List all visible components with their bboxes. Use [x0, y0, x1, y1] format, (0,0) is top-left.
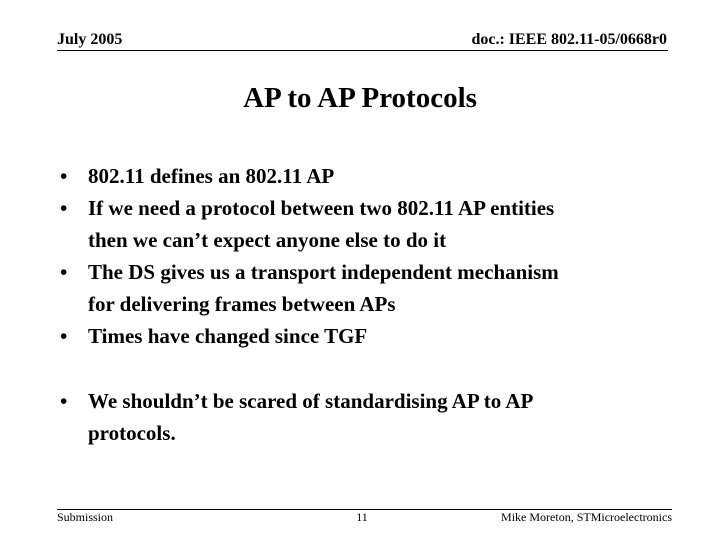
- bullet-line: If we need a protocol between two 802.11 AP entities: [88, 196, 555, 220]
- footer-submission: Submission: [57, 510, 114, 524]
- bullet-item: [60, 256, 680, 320]
- bullet-line: We shouldn’t be scared of standardising AP to AP: [88, 389, 534, 413]
- bullet-icon: •: [60, 324, 68, 348]
- bullet-item: [60, 385, 680, 449]
- header-date: July 2005: [57, 31, 123, 48]
- bullet-line: for delivering frames between APs: [88, 292, 396, 316]
- bullet-icon: •: [60, 389, 68, 413]
- bullet-line: Times have changed since TGF: [88, 324, 368, 348]
- bullet-item: [60, 320, 680, 352]
- footer-author: Mike Moreton, STMicroelectronics: [501, 510, 672, 524]
- slide-title: AP to AP Protocols: [243, 82, 477, 114]
- bullet-item: [60, 192, 680, 256]
- header-doc-id: doc.: IEEE 802.11-05/0668r0: [471, 31, 667, 48]
- bullet-item: [60, 160, 680, 192]
- bullet-icon: •: [60, 260, 68, 284]
- bullet-line: protocols.: [88, 421, 176, 445]
- header-divider: [57, 50, 668, 51]
- bullet-icon: •: [60, 196, 68, 220]
- footer-page-number: 11: [356, 510, 368, 524]
- bullet-line: The DS gives us a transport independent mechanism: [88, 260, 559, 284]
- bullet-icon: •: [60, 164, 68, 188]
- bullet-line: 802.11 defines an 802.11 AP: [88, 164, 335, 188]
- bullet-list: [60, 160, 680, 449]
- bullet-line: then we can’t expect anyone else to do it: [88, 228, 447, 252]
